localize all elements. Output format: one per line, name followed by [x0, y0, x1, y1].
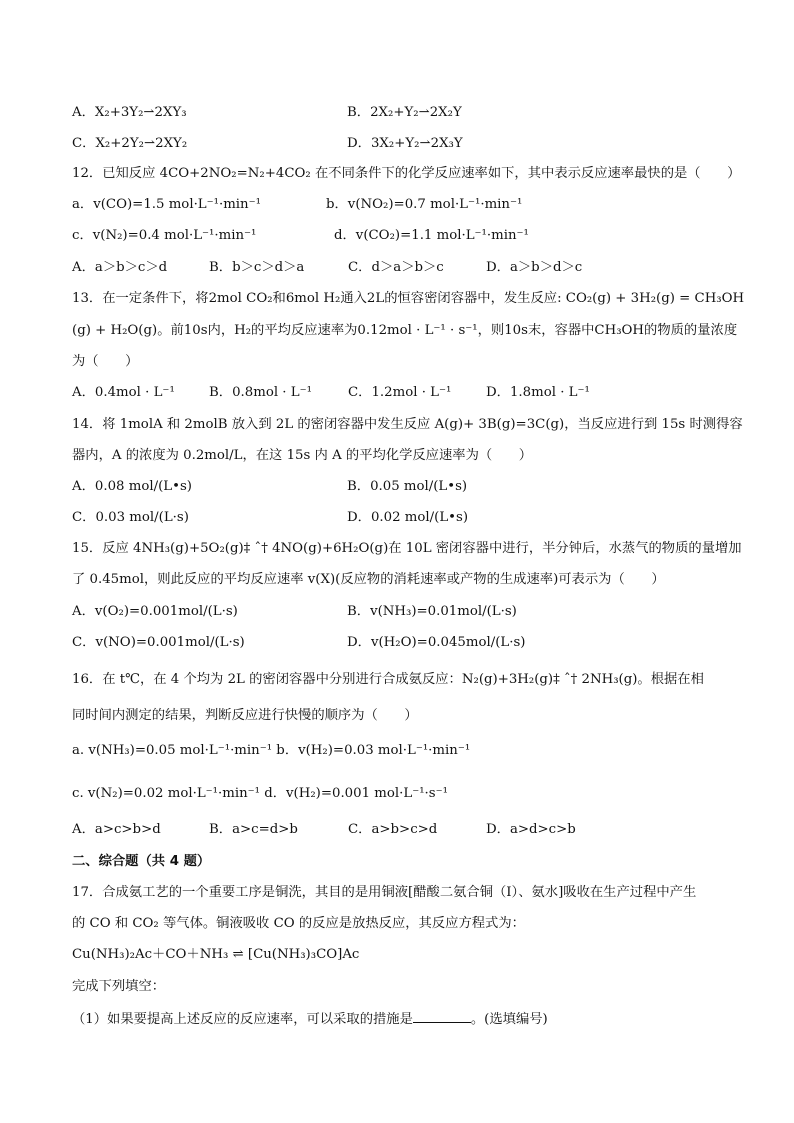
answer-blank[interactable]	[413, 1011, 471, 1023]
q11-option-a: A．X₂+3Y₂⇀2XY₃	[72, 105, 187, 120]
q15-option-b: B．v(NH₃)=0.01mol/(L·s)	[347, 604, 517, 619]
q15-line-1: 15．反应 4NH₃(g)+5O₂(g)‡ ˆ† 4NO(g)+6H₂O(g)在 10L 密闭容器中进行，半分钟后，水蒸气的物质的量增加	[72, 541, 742, 556]
q17-sub1-text: （1）如果要提高上述反应的反应速率，可以采取的措施是	[72, 1012, 413, 1027]
q16-option-c: C．a>b>c>d	[348, 822, 438, 837]
q13-line-3: 为（ ）	[72, 354, 139, 369]
q13-line-2: (g) + H₂O(g)。前10s内，H₂的平均反应速率为0.12mol · L⁻¹ · s⁻¹，则10s末，容器中CH₃OH的物质的量浓度	[72, 323, 738, 338]
q12-option-a: A．a＞b＞c＞d	[72, 260, 168, 275]
section-heading: 二、综合题（共 4 题）	[72, 854, 211, 869]
q14-option-d: D．0.02 mol/(L•s)	[347, 510, 469, 525]
q14-line-1: 14．将 1molA 和 2molB 放入到 2L 的密闭容器中发生反应 A(g)+ 3B(g)=3C(g)，当反应进行到 15s 时测得容	[72, 417, 743, 432]
q16-option-d: D．a>d>c>b	[486, 822, 576, 837]
q13-option-c: C．1.2mol · L⁻¹	[348, 385, 452, 400]
q16-option-a: A．a>c>b>d	[72, 822, 161, 837]
q13-option-d: D．1.8mol · L⁻¹	[486, 385, 590, 400]
q17-instruction: 完成下列填空：	[72, 979, 166, 994]
q15-option-c: C．v(NO)=0.001mol/(L·s)	[72, 635, 245, 650]
q12-option-c: C．d＞a＞b＞c	[348, 260, 444, 275]
q12-rate-a: a．v(CO)=1.5 mol·L⁻¹·min⁻¹	[72, 197, 261, 212]
q12-option-d: D．a＞b＞d＞c	[486, 260, 583, 275]
q12-rate-c: c．v(N₂)=0.4 mol·L⁻¹·min⁻¹	[72, 228, 257, 243]
q16-rates-cd: c. v(N₂)=0.02 mol·L⁻¹·min⁻¹ d．v(H₂)=0.001 mol·L⁻¹·s⁻¹	[72, 786, 448, 801]
q14-option-a: A．0.08 mol/(L•s)	[72, 479, 192, 494]
q13-line-1: 13．在一定条件下，将2mol CO₂和6mol H₂通入2L的恒容密闭容器中，发生反应: CO₂(g) + 3H₂(g) = CH₃OH	[72, 291, 745, 306]
q14-option-c: C．0.03 mol/(L·s)	[72, 510, 189, 525]
q15-line-2: 了 0.45mol，则此反应的平均反应速率 v(X)(反应物的消耗速率或产物的生成速率)可表示为（ ）	[72, 572, 665, 587]
q12-option-b: B．b＞c＞d＞a	[209, 260, 305, 275]
q11-option-b: B．2X₂+Y₂⇀2X₂Y	[347, 105, 462, 120]
q17-sub-question-1	[72, 1011, 548, 1026]
q17-sub1-suffix: 。(选填编号)	[470, 1012, 548, 1027]
q15-option-d: D．v(H₂O)=0.045mol/(L·s)	[347, 635, 526, 650]
q16-line-1: 16．在 t℃，在 4 个均为 2L 的密闭容器中分别进行合成氨反应：N₂(g)+3H₂(g)‡ ˆ† 2NH₃(g)。根据在相	[72, 672, 704, 687]
q14-line-2: 器内，A 的浓度为 0.2mol/L，在这 15s 内 A 的平均化学反应速率为（ ）	[72, 448, 533, 463]
q16-rates-ab: a. v(NH₃)=0.05 mol·L⁻¹·min⁻¹ b．v(H₂)=0.03 mol·L⁻¹·min⁻¹	[72, 743, 471, 758]
q12-rate-b: b．v(NO₂)=0.7 mol·L⁻¹·min⁻¹	[326, 197, 523, 212]
q11-option-d: D．3X₂+Y₂⇀2X₃Y	[347, 136, 463, 151]
q12-stem: 12．已知反应 4CO+2NO₂=N₂+4CO₂ 在不同条件下的化学反应速率如下，其中表示反应速率最快的是（ ）	[72, 166, 741, 181]
q16-option-b: B．a>c=d>b	[209, 822, 298, 837]
q11-option-c: C．X₂+2Y₂⇀2XY₂	[72, 136, 188, 151]
q12-rate-d: d．v(CO₂)=1.1 mol·L⁻¹·min⁻¹	[334, 228, 529, 243]
q17-line-2: 的 CO 和 CO₂ 等气体。铜液吸收 CO 的反应是放热反应，其反应方程式为：	[72, 916, 525, 931]
q17-line-1: 17．合成氨工艺的一个重要工序是铜洗，其目的是用铜液[醋酸二氨合铜（I）、氨水]吸收在生产过程中产生	[72, 885, 697, 900]
q13-option-a: A．0.4mol · L⁻¹	[72, 385, 175, 400]
q16-line-2: 同时间内测定的结果，判断反应进行快慢的顺序为（ ）	[72, 708, 418, 723]
q13-option-b: B．0.8mol · L⁻¹	[209, 385, 312, 400]
q17-equation: Cu(NH₃)₂Ac＋CO＋NH₃ ⇌ [Cu(NH₃)₃CO]Ac	[72, 947, 360, 962]
q14-option-b: B．0.05 mol/(L•s)	[347, 479, 468, 494]
q15-option-a: A．v(O₂)=0.001mol/(L·s)	[72, 604, 238, 619]
